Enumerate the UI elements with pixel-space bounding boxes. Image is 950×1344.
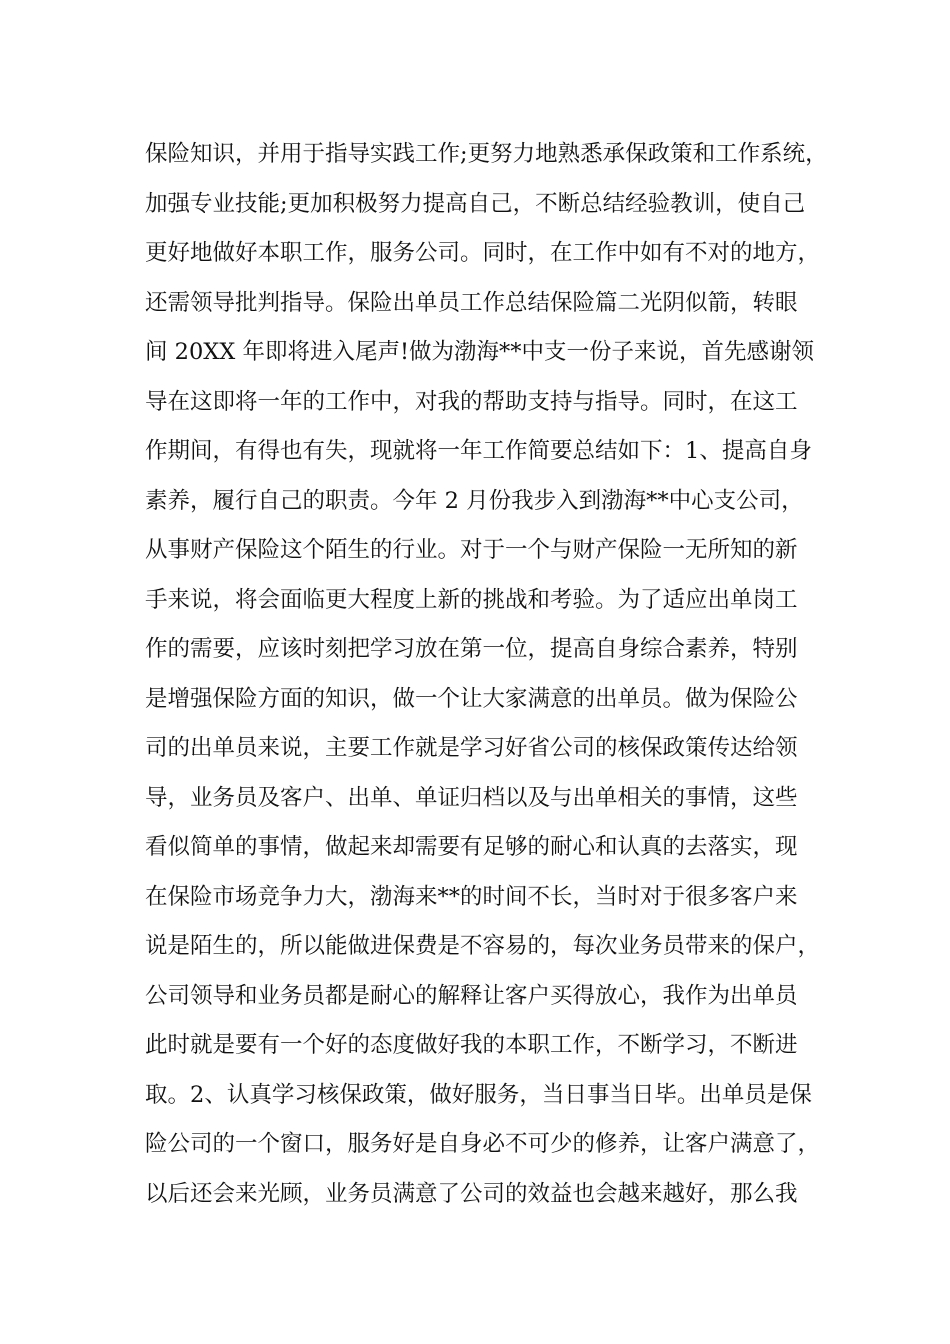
text-line: 手来说，将会面临更大程度上新的挑战和考验。为了适应出单岗工 (145, 586, 798, 613)
text-line: 险公司的一个窗口，服务好是自身必不可少的修养，让客户满意了， (145, 1131, 821, 1157)
text-line: 从事财产保险这个陌生的行业。对于一个与财产保险一无所知的新 (145, 537, 798, 563)
text-line: 司的出单员来说，主要工作就是学习好省公司的核保政策传达给领 (145, 735, 798, 761)
text-line: 间 20XX 年即将进入尾声!做为渤海**中支一份子来说，首先感谢领 (145, 339, 815, 365)
text-line: 在保险市场竞争力大，渤海来**的时间不长，当时对于很多客户来 (145, 883, 798, 910)
text-line: 作的需要，应该时刻把学习放在第一位，提高自身综合素养，特别 (145, 636, 798, 662)
text-line: 此时就是要有一个好的态度做好我的本职工作，不断学习，不断进 (145, 1032, 798, 1058)
text-line: 以后还会来光顾，业务员满意了公司的效益也会越来越好，那么我 (145, 1180, 798, 1207)
text-line: 导，业务员及客户、出单、单证归档以及与出单相关的事情，这些 (145, 784, 798, 811)
text-line: 公司领导和业务员都是耐心的解释让客户买得放心，我作为出单员 (145, 982, 798, 1009)
text-line: 加强专业技能;更加积极努力提高自己，不断总结经验教训，使自己 (145, 190, 806, 217)
text-line: 取。2、认真学习核保政策，做好服务，当日事当日毕。出单员是保 (145, 1081, 812, 1108)
text-line: 素养，履行自己的职责。今年 2 月份我步入到渤海**中心支公司， (145, 487, 804, 514)
document-body (145, 130, 835, 1219)
text-line: 作期间，有得也有失，现就将一年工作简要总结如下：1、提高自身 (145, 438, 812, 464)
text-line: 更好地做好本职工作，服务公司。同时，在工作中如有不对的地方， (145, 240, 821, 266)
text-line: 是增强保险方面的知识，做一个让大家满意的出单员。做为保险公 (145, 685, 798, 712)
text-line: 说是陌生的，所以能做进保费是不容易的，每次业务员带来的保户， (145, 933, 821, 959)
text-line: 还需领导批判指导。保险出单员工作总结保险篇二光阴似箭，转眼 (145, 289, 798, 316)
text-line: 看似简单的事情，做起来却需要有足够的耐心和认真的去落实，现 (145, 834, 798, 860)
text-line: 保险知识，并用于指导实践工作;更努力地熟悉承保政策和工作系统， (145, 141, 828, 167)
text-line: 导在这即将一年的工作中，对我的帮助支持与指导。同时，在这工 (145, 388, 798, 415)
